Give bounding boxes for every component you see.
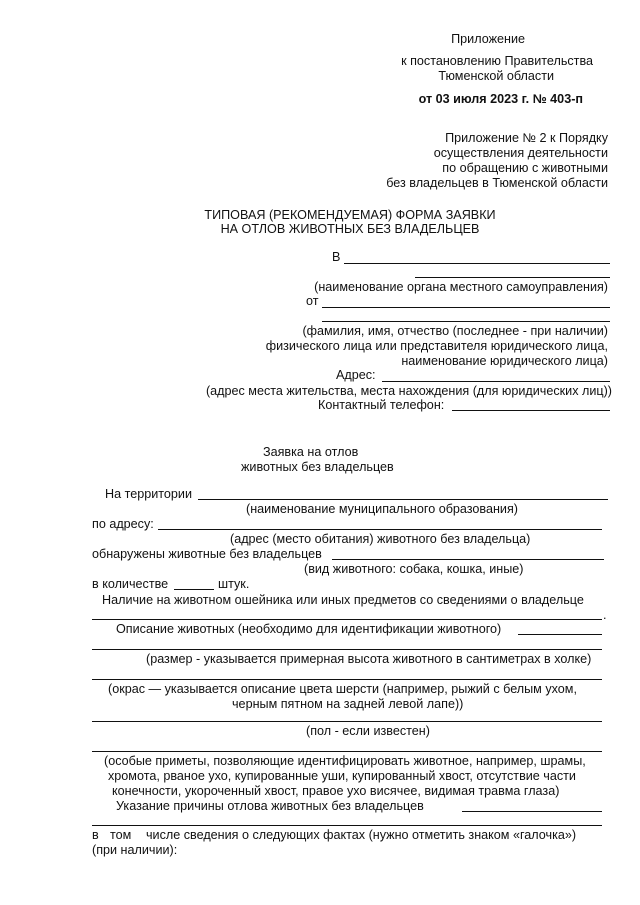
size-field[interactable] (92, 649, 602, 650)
found-label: обнаружены животные без владельцев (92, 547, 322, 561)
appendix-label: Приложение (451, 32, 525, 46)
from-label: от (306, 294, 319, 308)
incident-address-label: по адресу: (92, 517, 154, 531)
recipient-field-continued[interactable] (415, 277, 610, 278)
territory-field[interactable] (198, 499, 608, 500)
phone-label: Контактный телефон: (318, 398, 445, 412)
form-title-line2: НА ОТЛОВ ЖИВОТНЫХ БЕЗ ВЛАДЕЛЬЦЕВ (220, 222, 480, 236)
territory-hint: (наименование муниципального образования) (246, 502, 518, 516)
size-hint: (размер - указывается примерная высота животного в сантиметрах в холке) (146, 652, 592, 666)
order-appendix-line1: Приложение № 2 к Порядку (445, 131, 608, 145)
reason-label: Указание причины отлова животных без владельцев (116, 799, 424, 813)
order-appendix-line4: без владельцев в Тюменской области (386, 176, 608, 190)
sex-field[interactable] (92, 721, 602, 722)
region-line: Тюменской области (438, 69, 554, 83)
resolution-date-number: от 03 июля 2023 г. № 403-п (418, 92, 583, 106)
special-marks-hint-line2: хромота, рваное ухо, купированные уши, купированный хвост, отсутствие части (108, 769, 576, 783)
form-title-line1: ТИПОВАЯ (РЕКОМЕНДУЕМАЯ) ФОРМА ЗАЯВКИ (204, 208, 496, 222)
phone-field[interactable] (452, 410, 610, 411)
collar-label: Наличие на животном ошейника или иных предметов со сведениями о владельце (102, 593, 584, 607)
incident-address-field[interactable] (158, 529, 602, 530)
order-appendix-line2: осуществления деятельности (433, 146, 608, 160)
applicant-address-field[interactable] (382, 381, 610, 382)
quantity-label: в количестве (92, 577, 169, 591)
order-appendix-line3: по обращению с животными (442, 161, 608, 175)
special-marks-hint-line1: (особые приметы, позволяющие идентифицировать животное, например, шрамы, (104, 754, 586, 768)
facts-intro-line2: (при наличии): (92, 843, 178, 857)
sender-hint-line2: физического лица или представителя юридического лица, (265, 339, 608, 353)
special-marks-hint-line3: конечности, укороченный хвост, правое ухо висячее, видимая травма глаза) (112, 784, 560, 798)
description-field[interactable] (518, 634, 602, 635)
animal-type-field[interactable] (332, 559, 604, 560)
sender-hint-line1: (фамилия, имя, отчество (последнее - при наличии) (302, 324, 608, 338)
sender-field[interactable] (322, 307, 610, 308)
collar-field[interactable] (92, 619, 602, 620)
reason-field[interactable] (462, 811, 602, 812)
collar-field-end: . (603, 608, 607, 622)
request-title-line1: Заявка на отлов (263, 445, 359, 459)
sex-hint: (пол - если известен) (306, 724, 430, 738)
special-marks-field[interactable] (92, 751, 602, 752)
to-label: В (332, 250, 341, 264)
request-title-line2: животных без владельцев (241, 460, 394, 474)
incident-address-hint: (адрес (место обитания) животного без владельца) (230, 532, 531, 546)
color-hint-line2: черным пятном на задней левой лапе)) (232, 697, 464, 711)
applicant-address-hint: (адрес места жительства, места нахождения (для юридических лиц)) (205, 384, 612, 398)
reason-field-continued[interactable] (92, 825, 602, 826)
sender-hint-line3: наименование юридического лица) (401, 354, 608, 368)
color-field[interactable] (92, 679, 602, 680)
facts-word-that: том (110, 828, 132, 842)
sender-field-continued[interactable] (322, 321, 610, 322)
address-label: Адрес: (336, 368, 376, 382)
recipient-hint: (наименование органа местного самоуправления) (314, 280, 608, 294)
facts-word-in: в (92, 828, 99, 842)
facts-intro: числе сведения о следующих фактах (нужно отметить знаком «галочка») (146, 828, 577, 842)
color-hint-line1: (окрас — указывается описание цвета шерсти (например, рыжий с белым ухом, (108, 682, 577, 696)
animal-type-hint: (вид животного: собака, кошка, иные) (304, 562, 524, 576)
description-label: Описание животных (необходимо для идентификации животного) (116, 622, 502, 636)
quantity-field[interactable] (174, 589, 214, 590)
quantity-unit: штук. (218, 577, 250, 591)
resolution-line: к постановлению Правительства (401, 54, 593, 68)
recipient-field[interactable] (344, 263, 610, 264)
territory-label: На территории (105, 487, 192, 501)
